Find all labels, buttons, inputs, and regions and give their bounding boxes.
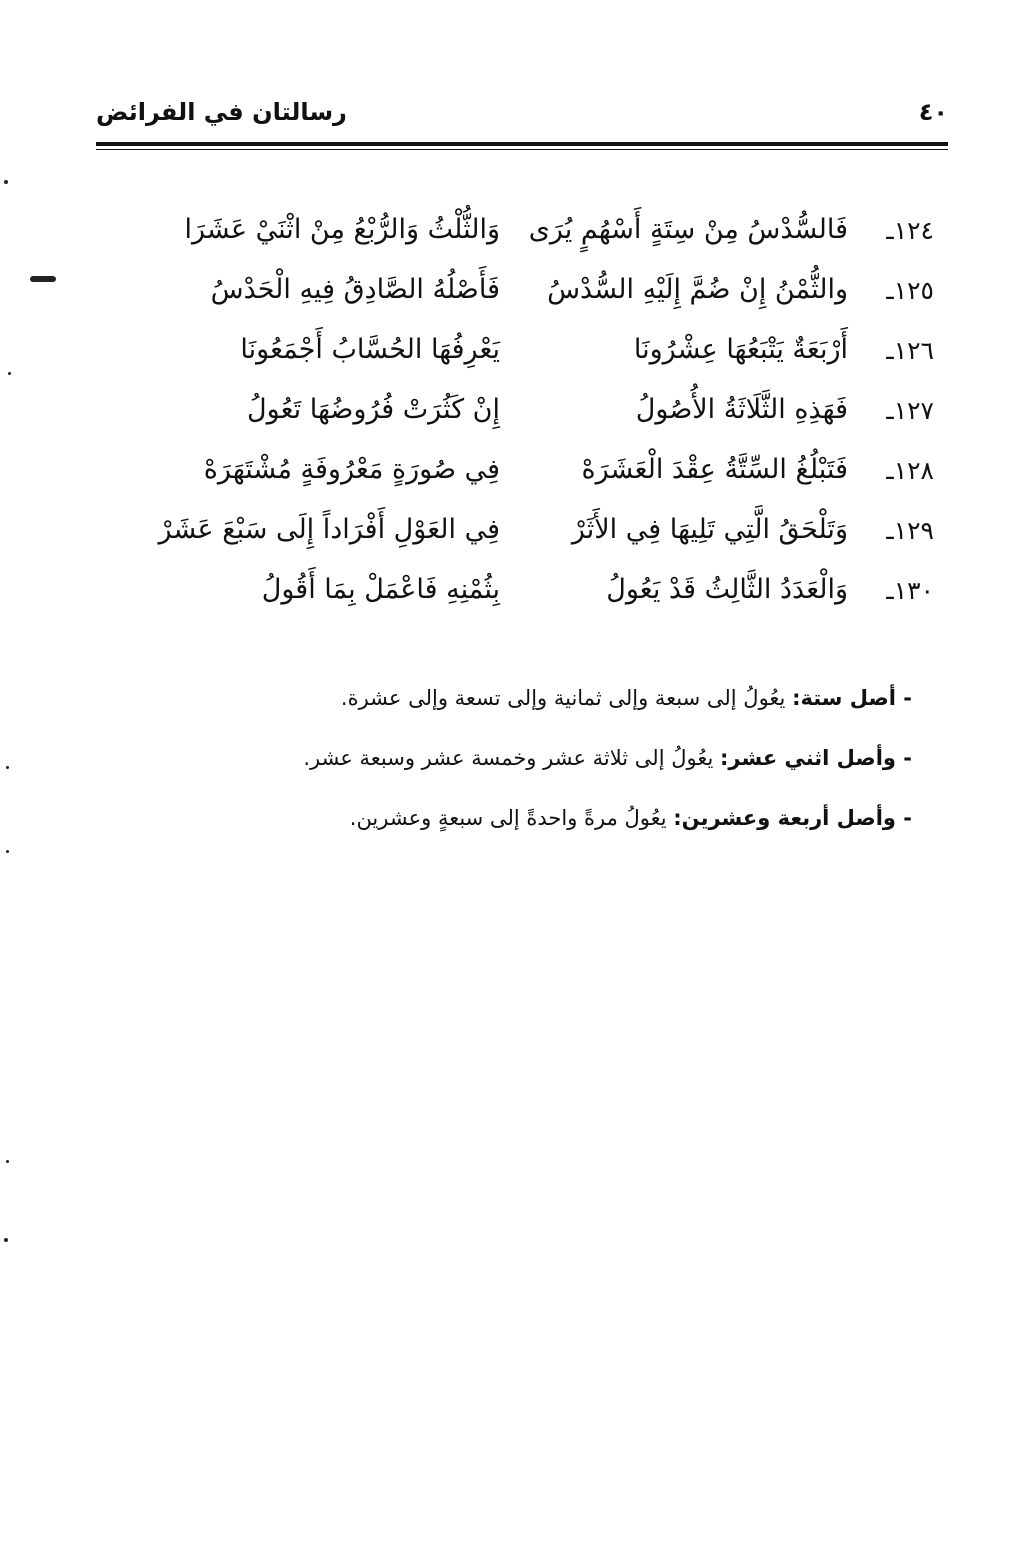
note-lead: - وأصل أربعة وعشرين: <box>673 806 912 830</box>
verse-first-hemistich: فَهَذِهِ الثَّلَاثَةُ الأُصُولُ <box>635 394 848 425</box>
scan-speck <box>8 372 11 375</box>
scan-speck <box>4 180 8 184</box>
header-rule-thick <box>96 142 948 146</box>
verse-first-hemistich: فَتَبْلُغُ السِّتَّةُ عِقْدَ الْعَشَرَهْ <box>581 454 848 485</box>
verse-first-hemistich: والثُّمْنُ إِنْ ضُمَّ إِلَيْهِ السُّدْسُ <box>547 274 848 305</box>
note-text: يعُولُ إلى سبعة وإلى ثمانية وإلى تسعة وإلى عشرة. <box>340 686 793 710</box>
verse-number: ١٢٨ـ <box>886 456 934 485</box>
verse-130 <box>100 570 940 630</box>
verse-second-hemistich: فِي صُورَةٍ مَعْرُوفَةٍ مُشْتَهَرَهْ <box>203 454 500 485</box>
verse-second-hemistich: بِثُمْنِهِ فَاعْمَلْ بِمَا أَقُولُ <box>261 574 500 605</box>
scan-speck <box>4 1238 8 1242</box>
verse-129 <box>100 510 940 570</box>
commentary-notes <box>200 678 912 858</box>
verse-125 <box>100 270 940 330</box>
verse-number: ١٢٧ـ <box>886 396 934 425</box>
verse-first-hemistich: فَالسُّدْسُ مِنْ سِتَةٍ أَسْهُمٍ يُرَى <box>528 214 848 245</box>
verse-second-hemistich: إِنْ كَثُرَتْ فُرُوضُهَا تَعُولُ <box>247 394 500 425</box>
verse-first-hemistich: وَتَلْحَقُ الَّتِي تَلِيهَا فِي الأَثَرْ <box>571 514 848 545</box>
scan-speck <box>6 766 9 769</box>
note-item <box>200 798 912 858</box>
note-text: يعُولُ إلى ثلاثة عشر وخمسة عشر وسبعة عشر. <box>303 746 720 770</box>
scan-speck <box>6 1160 9 1163</box>
verse-number: ١٢٩ـ <box>886 516 934 545</box>
header-rule-thin <box>96 149 948 150</box>
verse-number: ١٢٥ـ <box>886 276 934 305</box>
verse-first-hemistich: أَرْبَعَةٌ يَتْبَعُهَا عِشْرُونَا <box>633 334 848 365</box>
verse-second-hemistich: فَأَصْلُهُ الصَّادِقُ فِيهِ الْحَدْسُ <box>210 274 500 305</box>
verse-126 <box>100 330 940 390</box>
book-title: رسالتان في الفرائض <box>96 98 347 126</box>
verse-128 <box>100 450 940 510</box>
running-header <box>96 98 948 138</box>
note-lead: - أصل ستة: <box>792 686 912 710</box>
verse-127 <box>100 390 940 450</box>
note-lead: - وأصل اثني عشر: <box>719 746 912 770</box>
note-item <box>200 678 912 738</box>
note-text: يعُولُ مرةً واحدةً إلى سبعةٍ وعشرين. <box>349 806 674 830</box>
verse-number: ١٣٠ـ <box>886 576 934 605</box>
page-number: ٤٠ <box>918 98 948 126</box>
verse-number: ١٢٦ـ <box>886 336 934 365</box>
verse-first-hemistich: وَالْعَدَدُ الثَّالِثُ قَدْ يَعُولُ <box>606 574 848 605</box>
verse-number: ١٢٤ـ <box>886 216 934 245</box>
scan-smudge <box>30 276 56 282</box>
poem-verses <box>100 210 940 630</box>
verse-124 <box>100 210 940 270</box>
verse-second-hemistich: فِي العَوْلِ أَفْرَاداً إِلَى سَبْعَ عَشَرْ <box>158 514 500 545</box>
verse-second-hemistich: يَعْرِفُهَا الحُسَّابُ أَجْمَعُونَا <box>240 334 500 365</box>
verse-second-hemistich: وَالثُّلْثُ وَالرُّبْعُ مِنْ اثْنَيْ عَشَرَا <box>184 214 500 245</box>
note-item <box>200 738 912 798</box>
scan-speck <box>6 850 9 853</box>
